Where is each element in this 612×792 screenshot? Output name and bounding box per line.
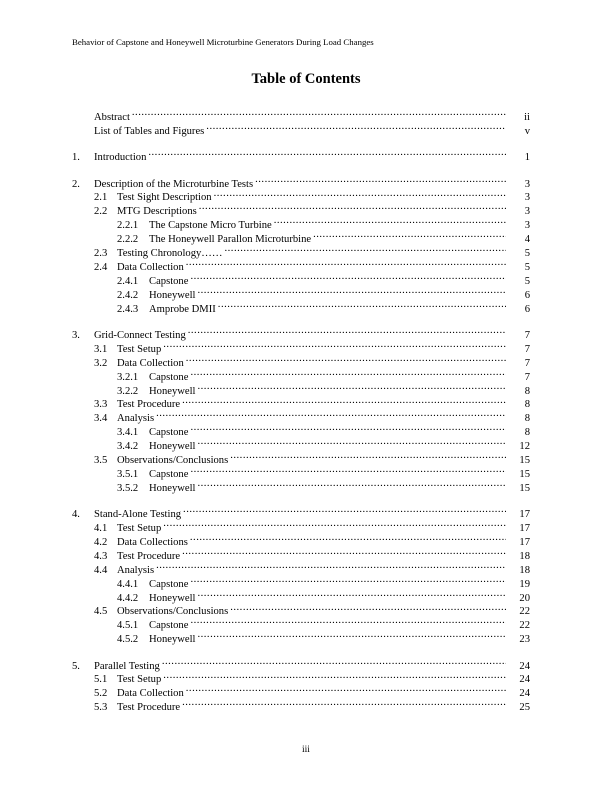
toc-dot-leader — [199, 200, 506, 214]
page-number: iii — [302, 745, 310, 755]
toc-entry-number: 4.4.1 — [117, 578, 139, 590]
toc-entry-number: 4.2 — [94, 536, 108, 548]
toc-dot-leader — [186, 256, 506, 270]
toc-entry-page: 3 — [524, 178, 530, 190]
toc-entry-title: Testing Chronology…… — [117, 248, 223, 260]
toc-entry-page: 8 — [524, 385, 530, 397]
toc-entry-number: 5.3 — [94, 702, 108, 714]
toc-entry-title: Abstract — [94, 111, 130, 123]
toc-dot-leader — [132, 106, 506, 120]
toc-entry[interactable] — [72, 655, 530, 672]
toc-entry-title: Data Collection — [117, 261, 184, 273]
toc-entry-number: 4.4 — [94, 564, 108, 576]
toc-entry-page: 17 — [519, 523, 530, 535]
toc-entry-title: Capstone — [149, 620, 189, 632]
toc-entry-title: Honeywell — [149, 634, 196, 646]
toc-entry[interactable] — [72, 324, 530, 341]
toc-entry-number: 4.5.2 — [117, 634, 139, 646]
toc-entry-title: Honeywell — [149, 385, 196, 397]
toc-entry-title: Test Setup — [117, 343, 162, 355]
toc-entry-page: 24 — [519, 660, 530, 672]
toc-dot-leader — [218, 298, 506, 312]
toc-entry-title: MTG Descriptions — [117, 206, 197, 218]
toc-dot-leader — [313, 228, 506, 242]
toc-entry-number: 3.4.2 — [117, 441, 139, 453]
toc-entry-number: 4.5.1 — [117, 620, 139, 632]
toc-entry-page: 8 — [524, 413, 530, 425]
toc-entry-number: 2. — [72, 178, 80, 190]
toc-entry-number: 2.3 — [94, 248, 108, 260]
toc-entry-title: Test Setup — [117, 523, 162, 535]
toc-entry-number: 2.4 — [94, 261, 108, 273]
toc-entry-page: 8 — [524, 399, 530, 411]
toc-dot-leader — [190, 531, 506, 545]
toc-entry-page: 7 — [524, 371, 530, 383]
toc-dot-leader — [183, 503, 506, 517]
toc-entry-title: Test Procedure — [117, 550, 181, 562]
toc-entry-title: Test Sight Description — [117, 192, 212, 204]
toc-entry-title: Test Procedure — [117, 702, 181, 714]
toc-entry-page: 7 — [524, 357, 530, 369]
toc-entry-number: 3.3 — [94, 399, 108, 411]
toc-entry-page: 8 — [524, 427, 530, 439]
toc-entry-title: Description of the Microturbine Tests — [94, 178, 254, 190]
toc-entry-page: 3 — [524, 192, 530, 204]
toc-entry-title: Analysis — [117, 413, 155, 425]
toc-entry-title: Capstone — [149, 578, 189, 590]
running-header: Behavior of Capstone and Honeywell Microturbine Generators During Load Changes — [72, 37, 374, 47]
toc-entry-number: 4.3 — [94, 550, 108, 562]
toc-dot-leader — [197, 284, 506, 298]
toc-entry-title: Grid-Connect Testing — [94, 329, 186, 341]
toc-entry-number: 2.4.3 — [117, 303, 139, 315]
toc-entry-number: 2.1 — [94, 192, 108, 204]
toc-entry-number: 3.4 — [94, 413, 108, 425]
toc-entry-page: 5 — [524, 261, 530, 273]
toc-entry-title: Honeywell — [149, 441, 196, 453]
toc-entry-title: The Honeywell Parallon Microturbine — [149, 234, 312, 246]
toc-dot-leader — [186, 682, 506, 696]
toc-entry-page: 3 — [524, 206, 530, 218]
toc-dot-leader — [156, 407, 506, 421]
toc-entry-page: 4 — [524, 234, 530, 246]
toc-entry-page: 24 — [519, 674, 530, 686]
toc-entry-number: 3. — [72, 329, 80, 341]
toc-entry-number: 5.1 — [94, 674, 108, 686]
toc-dot-leader — [163, 517, 506, 531]
toc-entry-page: 12 — [519, 441, 530, 453]
toc-entry-number: 4. — [72, 509, 80, 521]
toc-entry-number: 3.2.2 — [117, 385, 139, 397]
toc-entry-page: 6 — [524, 303, 530, 315]
toc-dot-leader — [197, 628, 506, 642]
toc-dot-leader — [190, 421, 506, 435]
toc-entry-title: Capstone — [149, 275, 189, 287]
toc-entry-page: 23 — [519, 634, 530, 646]
toc-dot-leader — [206, 120, 506, 134]
toc-entry-title: Data Collection — [117, 357, 184, 369]
toc-dot-leader — [225, 242, 507, 256]
toc-entry-page: 7 — [524, 329, 530, 341]
toc-entry-title: Introduction — [94, 152, 147, 164]
toc-dot-leader — [190, 614, 506, 628]
toc-dot-leader — [197, 435, 506, 449]
toc-entry-page: 18 — [519, 564, 530, 576]
toc-entry-number: 4.1 — [94, 523, 108, 535]
toc-dot-leader — [182, 394, 506, 408]
toc-dot-leader — [186, 352, 506, 366]
toc-entry-page: 25 — [519, 702, 530, 714]
toc-entry-title: Observations/Conclusions — [117, 454, 229, 466]
toc-entry-number: 2.4.1 — [117, 275, 139, 287]
toc-dot-leader — [255, 173, 506, 187]
toc-dot-leader — [162, 655, 506, 669]
toc-dot-leader — [182, 545, 506, 559]
toc-entry[interactable] — [72, 503, 530, 521]
toc-entry-title: Honeywell — [149, 592, 196, 604]
toc-entry-page: 1 — [524, 152, 530, 164]
toc-entry-page: 6 — [524, 289, 530, 301]
toc-entry-number: 3.5.1 — [117, 468, 139, 480]
toc-dot-leader — [163, 338, 506, 352]
toc-dot-leader — [190, 463, 506, 477]
toc-entry-title: Honeywell — [149, 482, 196, 494]
toc-entry-number: 5. — [72, 660, 80, 672]
toc-entry-page: 15 — [519, 454, 530, 466]
toc-entry[interactable] — [72, 173, 530, 190]
toc-entry-number: 2.2.2 — [117, 234, 139, 246]
toc-entry-page: 3 — [524, 220, 530, 232]
toc-entry-page: v — [524, 125, 530, 137]
toc-entry-number: 2.2.1 — [117, 220, 139, 232]
toc-entry-page: 22 — [519, 620, 530, 632]
toc-entry-number: 4.5 — [94, 606, 108, 618]
toc-entry-page: 5 — [524, 248, 530, 260]
toc-dot-leader — [197, 587, 506, 601]
toc-entry-title: List of Tables and Figures — [94, 125, 205, 137]
toc-entry-title: Stand-Alone Testing — [94, 509, 182, 521]
toc-entry-title: Data Collection — [117, 688, 184, 700]
toc-entry-number: 2.4.2 — [117, 289, 139, 301]
toc-dot-leader — [230, 449, 506, 463]
toc-dot-leader — [163, 669, 506, 683]
toc-entry-title: Capstone — [149, 427, 189, 439]
toc-dot-leader — [190, 366, 506, 380]
toc-dot-leader — [156, 559, 506, 573]
toc-entry-page: 20 — [519, 592, 530, 604]
toc-dot-leader — [214, 187, 506, 201]
toc-dot-leader — [190, 270, 506, 284]
toc-entry[interactable] — [72, 146, 530, 164]
toc-entry-page: ii — [524, 111, 530, 123]
toc-entry-title: Capstone — [149, 468, 189, 480]
toc-entry-title: Honeywell — [149, 289, 196, 301]
toc-entry-number: 4.4.2 — [117, 592, 139, 604]
table-of-contents — [72, 106, 530, 714]
toc-dot-leader — [182, 696, 506, 710]
toc-entry-page: 18 — [519, 550, 530, 562]
toc-entry-page: 24 — [519, 688, 530, 700]
toc-dot-leader — [148, 146, 506, 160]
toc-entry-number: 3.4.1 — [117, 427, 139, 439]
toc-dot-leader — [197, 380, 506, 394]
toc-entry-page: 22 — [519, 606, 530, 618]
toc-entry-title: Test Procedure — [117, 399, 181, 411]
toc-entry-page: 15 — [519, 468, 530, 480]
toc-dot-leader — [274, 214, 506, 228]
page-title: Table of Contents — [251, 71, 361, 87]
toc-entry-number: 3.2 — [94, 357, 108, 369]
toc-entry-number: 2.2 — [94, 206, 108, 218]
toc-entry-page: 17 — [519, 509, 530, 521]
toc-entry-number: 3.1 — [94, 343, 108, 355]
toc-entry-page: 7 — [524, 343, 530, 355]
toc-entry-title: Amprobe DMII — [149, 303, 216, 315]
toc-dot-leader — [197, 477, 506, 491]
toc-entry-page: 15 — [519, 482, 530, 494]
toc-dot-leader — [230, 601, 506, 615]
toc-entry-page: 5 — [524, 275, 530, 287]
toc-entry-number: 3.2.1 — [117, 371, 139, 383]
toc-entry-number: 3.5.2 — [117, 482, 139, 494]
toc-entry-title: Analysis — [117, 564, 155, 576]
toc-entry-number: 1. — [72, 152, 80, 164]
toc-entry-title: Parallel Testing — [94, 660, 160, 672]
toc-entry-title: The Capstone Micro Turbine — [149, 220, 272, 232]
toc-entry[interactable] — [72, 106, 530, 123]
toc-dot-leader — [190, 573, 506, 587]
toc-entry[interactable] — [72, 120, 530, 137]
toc-entry-number: 5.2 — [94, 688, 108, 700]
toc-dot-leader — [188, 324, 506, 338]
toc-entry-title: Observations/Conclusions — [117, 606, 229, 618]
toc-entry-title: Test Setup — [117, 674, 162, 686]
toc-entry-number: 3.5 — [94, 454, 108, 466]
toc-entry-title: Data Collections — [117, 536, 188, 548]
toc-entry-page: 17 — [519, 536, 530, 548]
toc-entry-page: 19 — [519, 578, 530, 590]
toc-entry-title: Capstone — [149, 371, 189, 383]
